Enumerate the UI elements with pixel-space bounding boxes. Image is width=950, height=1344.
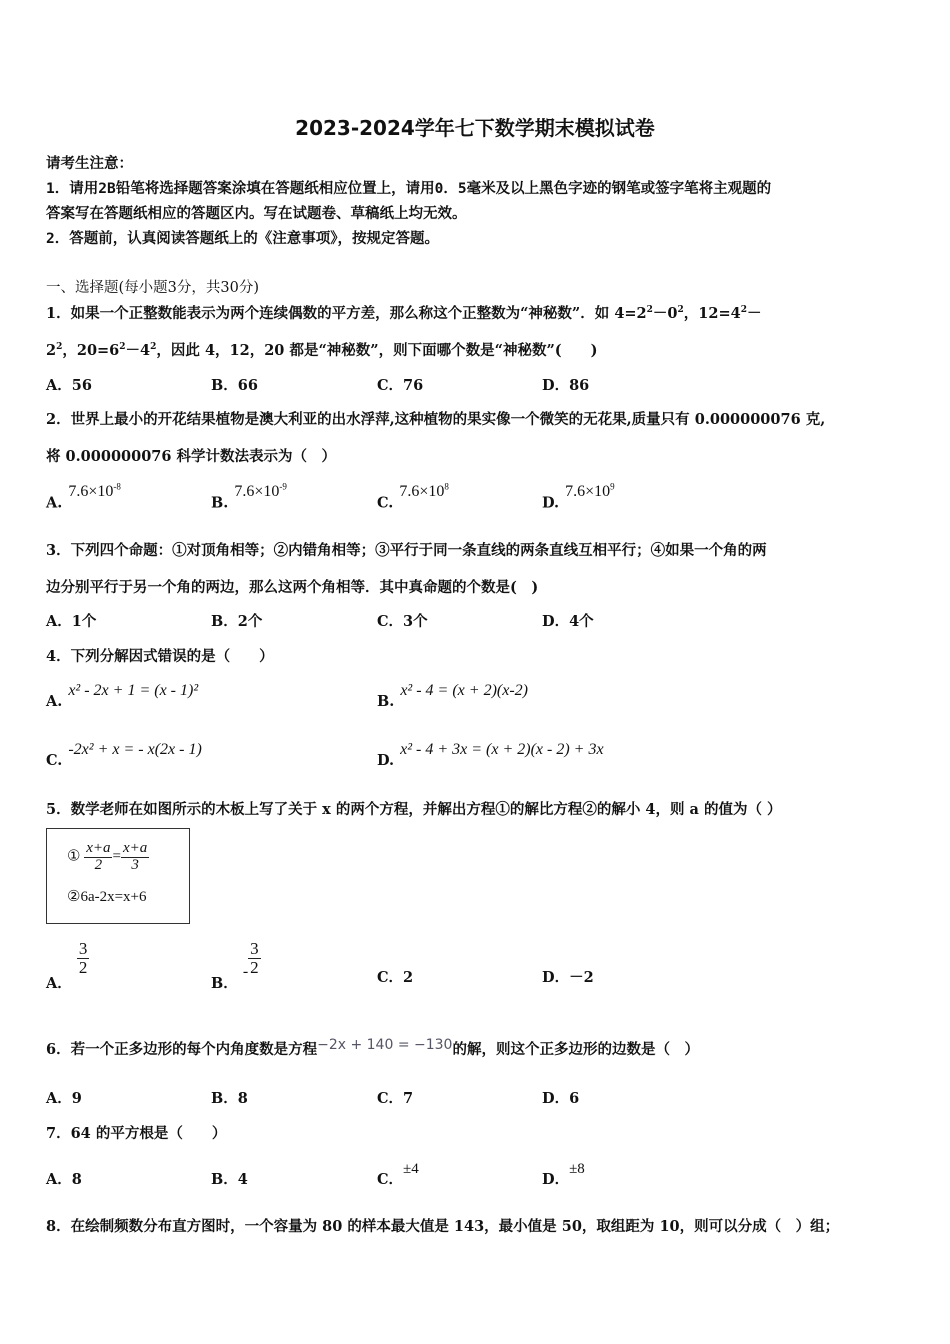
q1-option-b[interactable]: B．66 — [211, 377, 258, 394]
q3-option-c[interactable]: C．3个 — [377, 613, 428, 630]
question-5-line: 5．数学老师在如图所示的木板上写了关于 x 的两个方程，并解出方程①的解比方程②的解小 4，则 a 的值为（ ） — [46, 801, 782, 818]
q2-option-c[interactable]: $C.7.6\times 10^8$ — [377, 482, 449, 512]
board-equation-1: ① $\frac{x+a}{2}$ = $\frac{x+a}{3}$ — [67, 840, 148, 873]
q7-option-d[interactable]: D．±8 — [542, 1161, 585, 1188]
question-3-line-1: 3．下列四个命题：①对顶角相等；②内错角相等；③平行于同一条直线的两条直线互相平行；④如果一个角的两 — [46, 542, 767, 559]
equation-board — [46, 828, 190, 924]
q1-option-a[interactable]: A．56 — [46, 377, 92, 394]
q3-option-d[interactable]: D．4个 — [542, 613, 594, 630]
notice-heading: 请考生注意： — [46, 155, 133, 172]
q1-option-d[interactable]: D．86 — [542, 377, 590, 394]
q2-option-b[interactable]: $B.7.6\times 10^{-9}$ — [211, 482, 287, 512]
q6-option-c[interactable]: C．7 — [377, 1090, 414, 1107]
notice-line-2: 答案写在答题纸相应的答题区内。写在试题卷、草稿纸上均无效。 — [46, 206, 467, 222]
q4-option-c[interactable]: C.-2x² + x = - x(2x - 1) — [46, 741, 202, 769]
q4-option-d[interactable]: D.x² - 4 + 3x = (x + 2)(x - 2) + 3x — [377, 741, 604, 769]
question-6-line: 6．若一个正多边形的每个内角度数是方程−2x + 140 = −130的解，则这个正多边形的边数是（ ） — [46, 1037, 699, 1058]
question-1-line-2: $2^2$，$20=6^2-4^2$，因此 4，12，20 都是“神秘数”，则下面哪个数是“神秘数”( ) — [46, 342, 598, 359]
q6-option-b[interactable]: B．8 — [211, 1090, 248, 1107]
q2-option-d[interactable]: $D.7.6\times 10^9$ — [542, 482, 615, 512]
q7-option-c[interactable]: C．±4 — [377, 1161, 419, 1188]
question-4-line: 4．下列分解因式错误的是（ ） — [46, 648, 274, 665]
q7-option-a[interactable]: A．8 — [46, 1171, 82, 1188]
q3-option-a[interactable]: A．1个 — [46, 613, 97, 630]
q6-equation: −2x + 140 = −130 — [317, 1037, 453, 1053]
q4-option-a[interactable]: A.x² - 2x + 1 = (x - 1)² — [46, 682, 199, 710]
question-2-line-1: 2．世界上最小的开花结果植物是澳大利亚的出水浮萍,这种植物的果实像一个微笑的无花果,质量只有 0.000000076 克, — [46, 411, 826, 428]
question-2-line-2: 将 0.000000076 科学计数法表示为（ ） — [46, 448, 337, 465]
notice-line-1: 1．请用2B铅笔将选择题答案涂填在答题纸相应位置上，请用0．5毫米及以上黑色字迹的钢笔或签字笔将主观题的 — [46, 181, 772, 197]
q2-option-a[interactable]: $A.7.6\times 10^{-8}$ — [46, 482, 121, 512]
section-heading: 一、选择题(每小题3分，共30分) — [46, 280, 259, 296]
q5-option-b[interactable]: B． - $\frac{3}{2}$ — [211, 939, 259, 993]
q5-option-c[interactable]: C．2 — [377, 969, 414, 986]
question-1-line-1: 1．如果一个正整数能表示为两个连续偶数的平方差，那么称这个正整数为“神秘数”．如 $4=2^2-0^2$，$12=4^2-$ — [46, 305, 762, 322]
page-title: 2023-2024学年七下数学期末模拟试卷 — [295, 116, 655, 140]
q3-option-b[interactable]: B．2个 — [211, 613, 263, 630]
q5-option-d[interactable]: D．－2 — [542, 969, 594, 986]
question-7-line: 7．64 的平方根是（ ） — [46, 1125, 227, 1142]
question-3-line-2: 边分别平行于另一个角的两边，那么这两个角相等．其中真命题的个数是( ) — [46, 579, 539, 596]
notice-line-3: 2．答题前，认真阅读答题纸上的《注意事项》，按规定答题。 — [46, 231, 439, 247]
question-8-line: 8．在绘制频数分布直方图时，一个容量为 80 的样本最大值是 143，最小值是 50，取组距为 10，则可以分成（ ）组； — [46, 1218, 840, 1235]
q6-option-d[interactable]: D．6 — [542, 1090, 580, 1107]
q1-option-c[interactable]: C．76 — [377, 377, 424, 394]
q7-option-b[interactable]: B．4 — [211, 1171, 248, 1188]
q4-option-b[interactable]: B.x² - 4 = (x + 2)(x-2) — [377, 682, 528, 710]
q5-option-a[interactable]: A． $\frac{3}{2}$ — [46, 939, 88, 993]
q6-option-a[interactable]: A．9 — [46, 1090, 82, 1107]
board-equation-2: ②6a-2x=x+6 — [67, 889, 147, 905]
